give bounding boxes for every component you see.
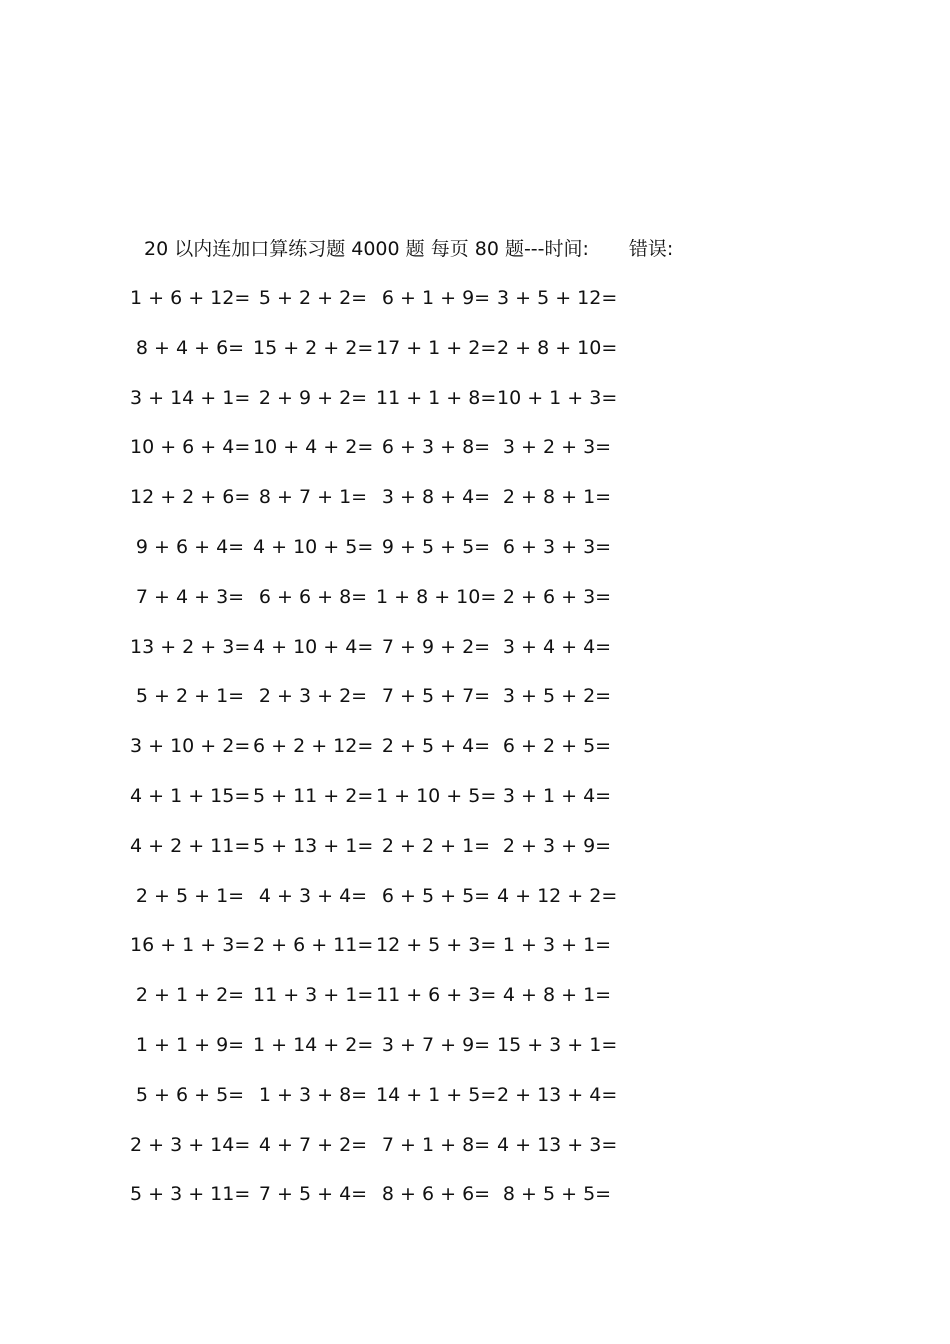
problem-item: 2 + 3 + 2=	[258, 685, 368, 708]
problem-item: 2 + 5 + 1=	[135, 884, 245, 907]
problem-item: 8 + 5 + 5=	[502, 1183, 612, 1206]
problem-row	[135, 335, 644, 385]
problem-item: 2 + 2 + 1=	[381, 834, 491, 857]
problem-grid	[130, 285, 644, 1231]
problem-item: 4 + 10 + 5=	[253, 535, 374, 558]
problem-item: 10 + 1 + 3=	[497, 386, 618, 409]
errors-label: 错误:	[628, 238, 674, 260]
problem-item: 16 + 1 + 3=	[130, 934, 251, 957]
problem-item: 11 + 1 + 8=	[376, 386, 497, 409]
problem-item: 12 + 2 + 6=	[130, 486, 251, 509]
problem-item: 6 + 3 + 3=	[502, 535, 612, 558]
problem-row	[130, 783, 644, 833]
problem-row	[130, 484, 644, 534]
problem-item: 10 + 6 + 4=	[130, 436, 251, 459]
problem-item: 3 + 4 + 4=	[502, 635, 612, 658]
problem-item: 6 + 1 + 9=	[381, 287, 491, 309]
problem-item: 6 + 3 + 8=	[381, 436, 491, 459]
problem-item: 2 + 1 + 2=	[135, 984, 245, 1007]
problem-item: 9 + 6 + 4=	[135, 535, 245, 558]
worksheet-header	[144, 236, 673, 262]
problem-row	[130, 285, 644, 335]
problem-row	[130, 1181, 644, 1231]
problem-item: 3 + 8 + 4=	[381, 486, 491, 509]
problem-item: 5 + 3 + 11=	[130, 1183, 251, 1206]
problem-item: 2 + 8 + 10=	[497, 336, 618, 359]
problem-item: 15 + 2 + 2=	[253, 336, 374, 359]
page-title: 20 以内连加口算练习题 4000 题 每页 80 题---时间:	[144, 238, 589, 260]
problem-item: 7 + 9 + 2=	[381, 635, 491, 658]
problem-item: 8 + 4 + 6=	[135, 336, 245, 359]
problem-item: 4 + 8 + 1=	[502, 984, 612, 1007]
problem-item: 12 + 5 + 3=	[376, 934, 497, 957]
problem-item: 2 + 9 + 2=	[258, 386, 368, 409]
problem-item: 3 + 5 + 2=	[502, 685, 612, 708]
problem-row	[135, 1082, 644, 1132]
problem-item: 6 + 6 + 8=	[258, 585, 368, 608]
problem-item: 13 + 2 + 3=	[130, 635, 251, 658]
problem-item: 11 + 6 + 3=	[376, 984, 497, 1007]
problem-item: 11 + 3 + 1=	[253, 984, 374, 1007]
problem-item: 6 + 2 + 12=	[253, 735, 374, 758]
problem-item: 5 + 2 + 1=	[135, 685, 245, 708]
problem-item: 4 + 13 + 3=	[497, 1133, 618, 1156]
problem-row	[135, 584, 644, 634]
problem-row	[135, 683, 644, 733]
problem-item: 1 + 3 + 1=	[502, 934, 612, 957]
problem-item: 3 + 7 + 9=	[381, 1033, 491, 1056]
problem-row	[130, 434, 644, 484]
problem-item: 5 + 2 + 2=	[258, 287, 368, 309]
problem-row	[130, 733, 644, 783]
problem-item: 17 + 1 + 2=	[376, 336, 497, 359]
problem-row	[130, 634, 644, 684]
problem-item: 7 + 4 + 3=	[135, 585, 245, 608]
problem-item: 2 + 3 + 9=	[502, 834, 612, 857]
problem-item: 8 + 6 + 6=	[381, 1183, 491, 1206]
problem-item: 5 + 11 + 2=	[253, 784, 374, 807]
problem-row	[130, 385, 644, 435]
problem-row	[130, 932, 644, 982]
problem-item: 6 + 2 + 5=	[502, 735, 612, 758]
problem-item: 2 + 6 + 3=	[502, 585, 612, 608]
problem-item: 1 + 6 + 12=	[130, 287, 251, 309]
problem-item: 2 + 5 + 4=	[381, 735, 491, 758]
problem-item: 2 + 13 + 4=	[497, 1083, 618, 1106]
problem-item: 9 + 5 + 5=	[381, 535, 491, 558]
problem-item: 3 + 10 + 2=	[130, 735, 251, 758]
problem-item: 5 + 6 + 5=	[135, 1083, 245, 1106]
problem-row	[135, 883, 644, 933]
problem-item: 2 + 3 + 14=	[130, 1133, 251, 1156]
problem-item: 7 + 1 + 8=	[381, 1133, 491, 1156]
problem-item: 2 + 8 + 1=	[502, 486, 612, 509]
problem-item: 1 + 10 + 5=	[376, 784, 497, 807]
problem-item: 6 + 5 + 5=	[381, 884, 491, 907]
problem-item: 2 + 6 + 11=	[253, 934, 374, 957]
problem-item: 7 + 5 + 4=	[258, 1183, 368, 1206]
problem-item: 1 + 1 + 9=	[135, 1033, 245, 1056]
problem-item: 1 + 8 + 10=	[376, 585, 497, 608]
problem-row	[130, 1132, 644, 1182]
problem-row	[135, 534, 644, 584]
problem-item: 3 + 1 + 4=	[502, 784, 612, 807]
problem-item: 4 + 10 + 4=	[253, 635, 374, 658]
problem-item: 3 + 14 + 1=	[130, 386, 251, 409]
problem-item: 7 + 5 + 7=	[381, 685, 491, 708]
problem-item: 3 + 5 + 12=	[497, 287, 618, 309]
problem-item: 4 + 2 + 11=	[130, 834, 251, 857]
problem-item: 4 + 1 + 15=	[130, 784, 251, 807]
problem-item: 3 + 2 + 3=	[502, 436, 612, 459]
problem-item: 4 + 7 + 2=	[258, 1133, 368, 1156]
problem-item: 5 + 13 + 1=	[253, 834, 374, 857]
problem-item: 10 + 4 + 2=	[253, 436, 374, 459]
problem-row	[135, 1032, 644, 1082]
problem-item: 14 + 1 + 5=	[376, 1083, 497, 1106]
problem-row	[130, 833, 644, 883]
problem-item: 1 + 3 + 8=	[258, 1083, 368, 1106]
problem-row	[135, 982, 644, 1032]
problem-item: 8 + 7 + 1=	[258, 486, 368, 509]
problem-item: 4 + 3 + 4=	[258, 884, 368, 907]
problem-item: 4 + 12 + 2=	[497, 884, 618, 907]
problem-item: 1 + 14 + 2=	[253, 1033, 374, 1056]
problem-item: 15 + 3 + 1=	[497, 1033, 618, 1056]
